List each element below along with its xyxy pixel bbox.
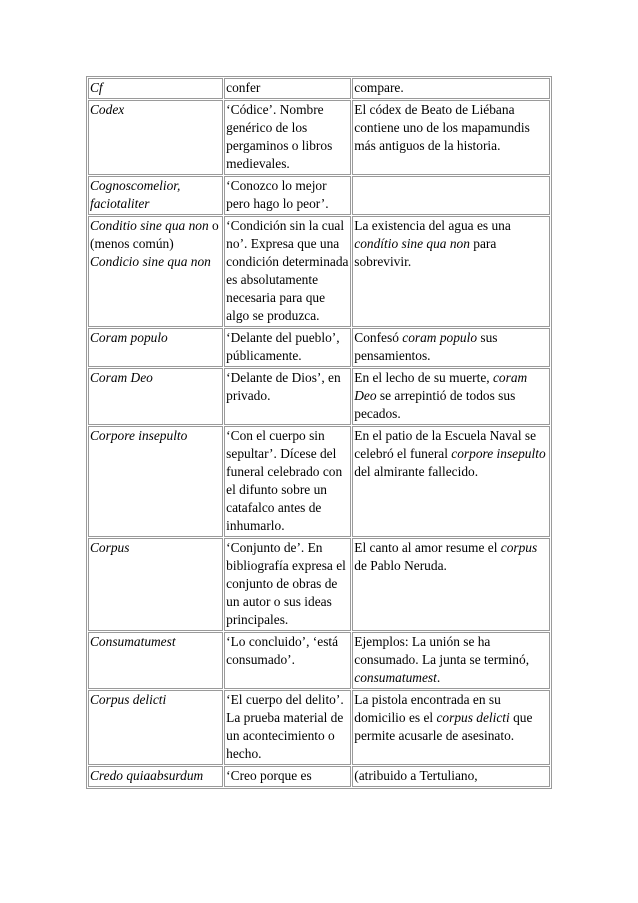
example-text: La existencia del agua es una <box>354 218 511 233</box>
term-cell <box>88 632 223 689</box>
example-text: La pistola encontrada en su domicilio es el <box>354 692 501 725</box>
meaning-cell <box>224 216 351 327</box>
term-text: Codex <box>90 102 125 117</box>
example-text: Confesó <box>354 330 403 345</box>
meaning-cell <box>224 538 351 631</box>
example-text: El códex de Beato de Liébana contiene uno de los mapamundis más antiguos de la historia. <box>354 102 530 153</box>
meaning-cell <box>224 426 351 537</box>
table-row <box>88 216 550 327</box>
meaning-text: ‘Conjunto de’. En bibliografía expresa el conjunto de obras de un autor o sus ideas principales. <box>226 540 346 627</box>
meaning-text: confer <box>226 80 261 95</box>
meaning-cell <box>224 328 351 367</box>
example-text: compare. <box>354 80 404 95</box>
table-row <box>88 176 550 215</box>
term-text: Condicio sine qua non <box>90 254 211 269</box>
term-cell <box>88 176 223 215</box>
example-cell <box>352 176 550 215</box>
table-row <box>88 766 550 787</box>
term-text: Credo quiaabsurdum <box>90 768 204 783</box>
term-cell <box>88 766 223 787</box>
example-text: corpore insepulto <box>451 446 546 461</box>
example-cell <box>352 538 550 631</box>
term-text: Coram Deo <box>90 370 153 385</box>
example-text: se arrepintió de todos sus pecados. <box>354 388 516 421</box>
meaning-text: ‘Condición sin la cual no’. Expresa que una condición determinada es absolutamente necesaria para que algo se produzca. <box>226 218 349 323</box>
meaning-text: ‘Lo concluido’, ‘está consumado’. <box>226 634 339 667</box>
table-row <box>88 368 550 425</box>
example-text: coram Deo <box>354 370 528 403</box>
term-cell <box>88 78 223 99</box>
term-text: Cf <box>90 80 103 95</box>
meaning-text: ‘Delante de Dios’, en privado. <box>226 370 341 403</box>
meaning-cell <box>224 690 351 765</box>
example-text: de Pablo Neruda. <box>354 558 447 573</box>
table-row <box>88 538 550 631</box>
meaning-cell <box>224 78 351 99</box>
example-cell <box>352 690 550 765</box>
term-text: Corpus delicti <box>90 692 167 707</box>
example-text: consumatumest <box>354 670 437 685</box>
term-cell <box>88 426 223 537</box>
meaning-cell <box>224 632 351 689</box>
meaning-text: ‘Creo porque es <box>226 768 312 783</box>
table-row <box>88 328 550 367</box>
latin-phrases-table <box>86 76 552 789</box>
example-cell <box>352 632 550 689</box>
example-cell <box>352 426 550 537</box>
term-cell <box>88 328 223 367</box>
table-row <box>88 690 550 765</box>
example-text: En el lecho de su muerte, <box>354 370 493 385</box>
table-body <box>88 78 550 787</box>
example-cell <box>352 368 550 425</box>
term-text: Corpus <box>90 540 130 555</box>
term-text: Cognoscomelior, faciotaliter <box>90 178 181 211</box>
example-cell <box>352 78 550 99</box>
example-cell <box>352 100 550 175</box>
term-text: o (menos común) <box>90 218 219 251</box>
example-text: para sobrevivir. <box>354 236 497 269</box>
table-row <box>88 632 550 689</box>
example-text: que permite acusarle de asesinato. <box>354 710 533 743</box>
meaning-text: ‘Delante del pueblo’, públicamente. <box>226 330 340 363</box>
meaning-text: ‘Códice’. Nombre genérico de los pergaminos o libros medievales. <box>226 102 333 171</box>
example-text: corpus <box>500 540 538 555</box>
example-cell <box>352 766 550 787</box>
meaning-cell <box>224 100 351 175</box>
example-text: coram populo <box>402 330 478 345</box>
example-text: En el patio de la Escuela Naval se celebró el funeral <box>354 428 537 461</box>
example-cell <box>352 216 550 327</box>
example-text: corpus delicti <box>436 710 510 725</box>
term-cell <box>88 690 223 765</box>
example-cell <box>352 328 550 367</box>
table-row <box>88 426 550 537</box>
term-text: Consumatumest <box>90 634 176 649</box>
term-cell <box>88 216 223 327</box>
meaning-cell <box>224 176 351 215</box>
term-text: Corpore insepulto <box>90 428 188 443</box>
meaning-text: ‘Con el cuerpo sin sepultar’. Dícese del funeral celebrado con el difunto sobre un catafalco antes de inhumarlo. <box>226 428 343 533</box>
meaning-cell <box>224 766 351 787</box>
term-cell <box>88 100 223 175</box>
example-text: El canto al amor resume el <box>354 540 501 555</box>
term-text: Conditio sine qua non <box>90 218 209 233</box>
term-text: Coram populo <box>90 330 168 345</box>
meaning-text: ‘Conozco lo mejor pero hago lo peor’. <box>226 178 329 211</box>
example-text: Ejemplos: La unión se ha consumado. La junta se terminó, <box>354 634 530 667</box>
meaning-cell <box>224 368 351 425</box>
term-cell <box>88 538 223 631</box>
meaning-text: ‘El cuerpo del delito’. La prueba material de un acontecimiento o hecho. <box>226 692 344 761</box>
term-cell <box>88 368 223 425</box>
example-text: del almirante fallecido. <box>354 464 479 479</box>
table-row <box>88 100 550 175</box>
example-text: sus pensamientos. <box>354 330 498 363</box>
example-text: condítio sine qua non <box>354 236 470 251</box>
example-text: (atribuido a Tertuliano, <box>354 768 478 783</box>
table-row <box>88 78 550 99</box>
example-text: . <box>436 670 441 685</box>
